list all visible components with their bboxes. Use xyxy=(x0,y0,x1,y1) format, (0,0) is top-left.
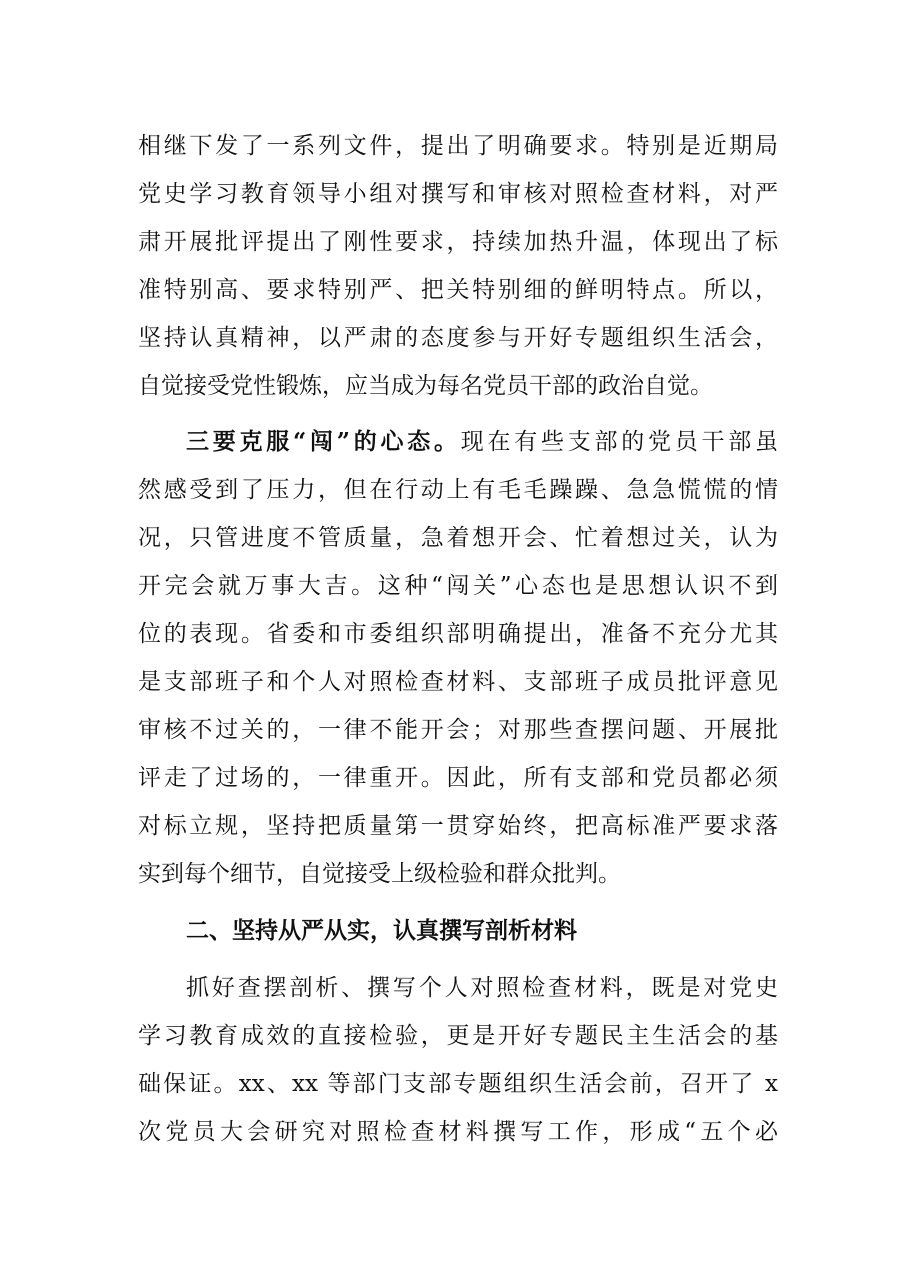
paragraph-line: 自觉接受党性锻炼，应当成为每名党员干部的政治自觉。 xyxy=(138,373,713,399)
paragraph-line: 党史学习教育领导小组对撰写和审核对照检查材料，对严 xyxy=(138,181,778,207)
paragraph-line: 审核不过关的，一律不能开会；对那些查摆问题、开展批 xyxy=(138,717,778,743)
paragraph-line: 学习教育成效的直接检验，更是开好专题民主生活会的基 xyxy=(138,1023,778,1049)
paragraph-line: 次党员大会研究对照检查材料撰写工作，形成“五个必 xyxy=(138,1119,778,1145)
paragraph-line: 况，只管进度不管质量，急着想开会、忙着想过关，认为 xyxy=(138,525,778,551)
paragraph-line: 位的表现。省委和市委组织部明确提出，准备不充分尤其 xyxy=(138,621,778,647)
paragraph-line: 评走了过场的，一律重开。因此，所有支部和党员都必须 xyxy=(138,765,778,791)
paragraph-line: 相继下发了一系列文件，提出了明确要求。特别是近期局 xyxy=(138,133,778,159)
paragraph-line: 对标立规，坚持把质量第一贯穿始终，把高标准严要求落 xyxy=(138,813,778,839)
paragraph-first-line xyxy=(186,422,778,462)
paragraph-line: 坚持认真精神，以严肃的态度参与开好专题组织生活会， xyxy=(138,325,778,351)
paragraph-line: 开完会就万事大吉。这种“闯关”心态也是思想认识不到 xyxy=(138,573,778,599)
section-heading: 二、坚持从严从实，认真撰写剖析材料 xyxy=(186,917,577,944)
paragraph-line: 实到每个细节，自觉接受上级检验和群众批判。 xyxy=(138,861,621,887)
subheading: 三要克服“闯”的心态。 xyxy=(186,428,461,455)
paragraph-line: 准特别高、要求特别严、把关特别细的鲜明特点。所以， xyxy=(138,277,778,303)
paragraph-line: 然感受到了压力，但在行动上有毛毛躁躁、急急慌慌的情 xyxy=(138,477,778,503)
paragraph-text: 现在有些支部的党员干部虽 xyxy=(460,429,778,455)
paragraph-line: 抓好查摆剖析、撰写个人对照检查材料，既是对党史 xyxy=(186,975,778,1001)
paragraph-line: 是支部班子和个人对照检查材料、支部班子成员批评意见 xyxy=(138,669,778,695)
paragraph-line: 肃开展批评提出了刚性要求，持续加热升温，体现出了标 xyxy=(138,229,778,255)
paragraph-line: 础保证。xx、xx 等部门支部专题组织生活会前，召开了 x xyxy=(138,1071,778,1097)
